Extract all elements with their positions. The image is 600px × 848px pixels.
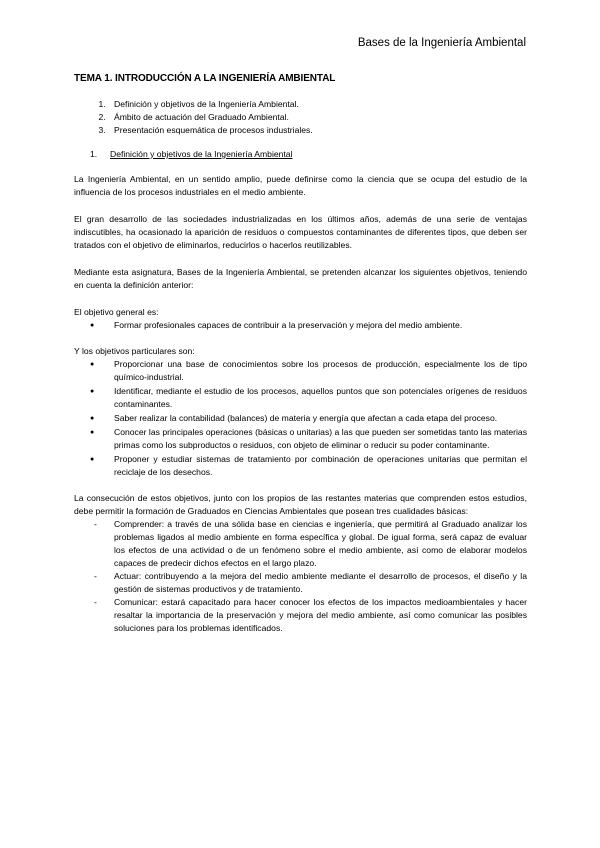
document-body xyxy=(74,72,527,635)
list-item: - Comunicar: estará capacitado para hacer conocer los efectos de los impactos medioambientales y hacer resaltar la importancia de la preservación y mejora del medio ambiente, así como comunicar las posibles soluciones para los problemas identificados. xyxy=(114,596,527,635)
qualities-list xyxy=(74,518,527,635)
list-item: ● Identificar, mediante el estudio de los procesos, aquellos puntos que son potenciales orígenes de residuos contaminantes. xyxy=(104,385,527,411)
page-title: TEMA 1. INTRODUCCIÓN A LA INGENIERÍA AMBIENTAL xyxy=(74,73,336,84)
table-of-contents xyxy=(74,98,527,137)
particular-objectives-list xyxy=(74,358,527,479)
section-number: 1. xyxy=(90,149,98,159)
list-item: - Comprender: a través de una sólida base en ciencias e ingeniería, que permitirá al Graduado analizar los problemas ligados al medio ambiente en forma específica y global. De igual forma, será capaz de evaluar los efectos de una actividad o de un fenómeno sobre el medio ambiente, así como de elaborar modelos capaces de predecir dichos efectos en el largo plazo. xyxy=(114,518,527,570)
list-item: ● Formar profesionales capaces de contribuir a la preservación y mejora del medio ambiente. xyxy=(104,319,527,332)
section-heading xyxy=(90,148,527,161)
list-item: ● Proporcionar una base de conocimientos sobre los procesos de producción, especialmente los de tipo químico-industrial. xyxy=(104,358,527,384)
paragraph-objectives-intro: Mediante esta asignatura, Bases de la Ingeniería Ambiental, se pretenden alcanzar los siguientes objetivos, teniendo en cuenta la definición anterior: xyxy=(74,267,527,290)
list-item: ● Conocer las principales operaciones (básicas o unitarias) a las que pueden ser sometidas tanto las materias primas como los subproductos o residuos, con objeto de eliminar o reducir su poder contaminante. xyxy=(104,426,527,452)
general-objective-list xyxy=(74,319,527,332)
list-item: ● Saber realizar la contabilidad (balances) de materia y energía que afectan a cada etapa del proceso. xyxy=(104,412,527,425)
general-objective-label: El objetivo general es: xyxy=(74,307,159,317)
section-title: Definición y objetivos de la Ingeniería Ambiental xyxy=(110,149,293,159)
running-header: Bases de la Ingeniería Ambiental xyxy=(357,37,526,49)
paragraph-development: El gran desarrollo de las sociedades industrializadas en los últimos años, además de una serie de ventajas indiscutibles, ha ocasionado la aparición de residuos o compuestos contaminantes de diferentes tipos, que deben ser tratados con el objetivo de eliminarlos, reducirlos o hacerlos reutilizables. xyxy=(74,214,527,250)
toc-item: 2. Ámbito de actuación del Graduado Ambiental. xyxy=(108,111,527,124)
toc-item: 1. Definición y objetivos de la Ingeniería Ambiental. xyxy=(108,98,527,111)
paragraph-qualities-intro: La consecución de estos objetivos, junto con los propios de las restantes materias que comprenden estos estudios, debe permitir la formación de Graduados en Ciencias Ambientales que posean tres cualidades básicas: xyxy=(74,493,527,516)
list-item: - Actuar: contribuyendo a la mejora del medio ambiente mediante el desarrollo de procesos, el diseño y la gestión de sistemas productivos y de tratamiento. xyxy=(114,570,527,596)
toc-item: 3. Presentación esquemática de procesos industriales. xyxy=(108,124,527,137)
particular-objectives-label: Y los objetivos particulares son: xyxy=(74,346,195,356)
paragraph-definition: La Ingeniería Ambiental, en un sentido amplio, puede definirse como la ciencia que se ocupa del estudio de la influencia de los procesos industriales en el medio ambiente. xyxy=(74,174,527,197)
list-item: ● Proponer y estudiar sistemas de tratamiento por combinación de operaciones unitarias que permitan el reciclaje de los desechos. xyxy=(104,453,527,479)
